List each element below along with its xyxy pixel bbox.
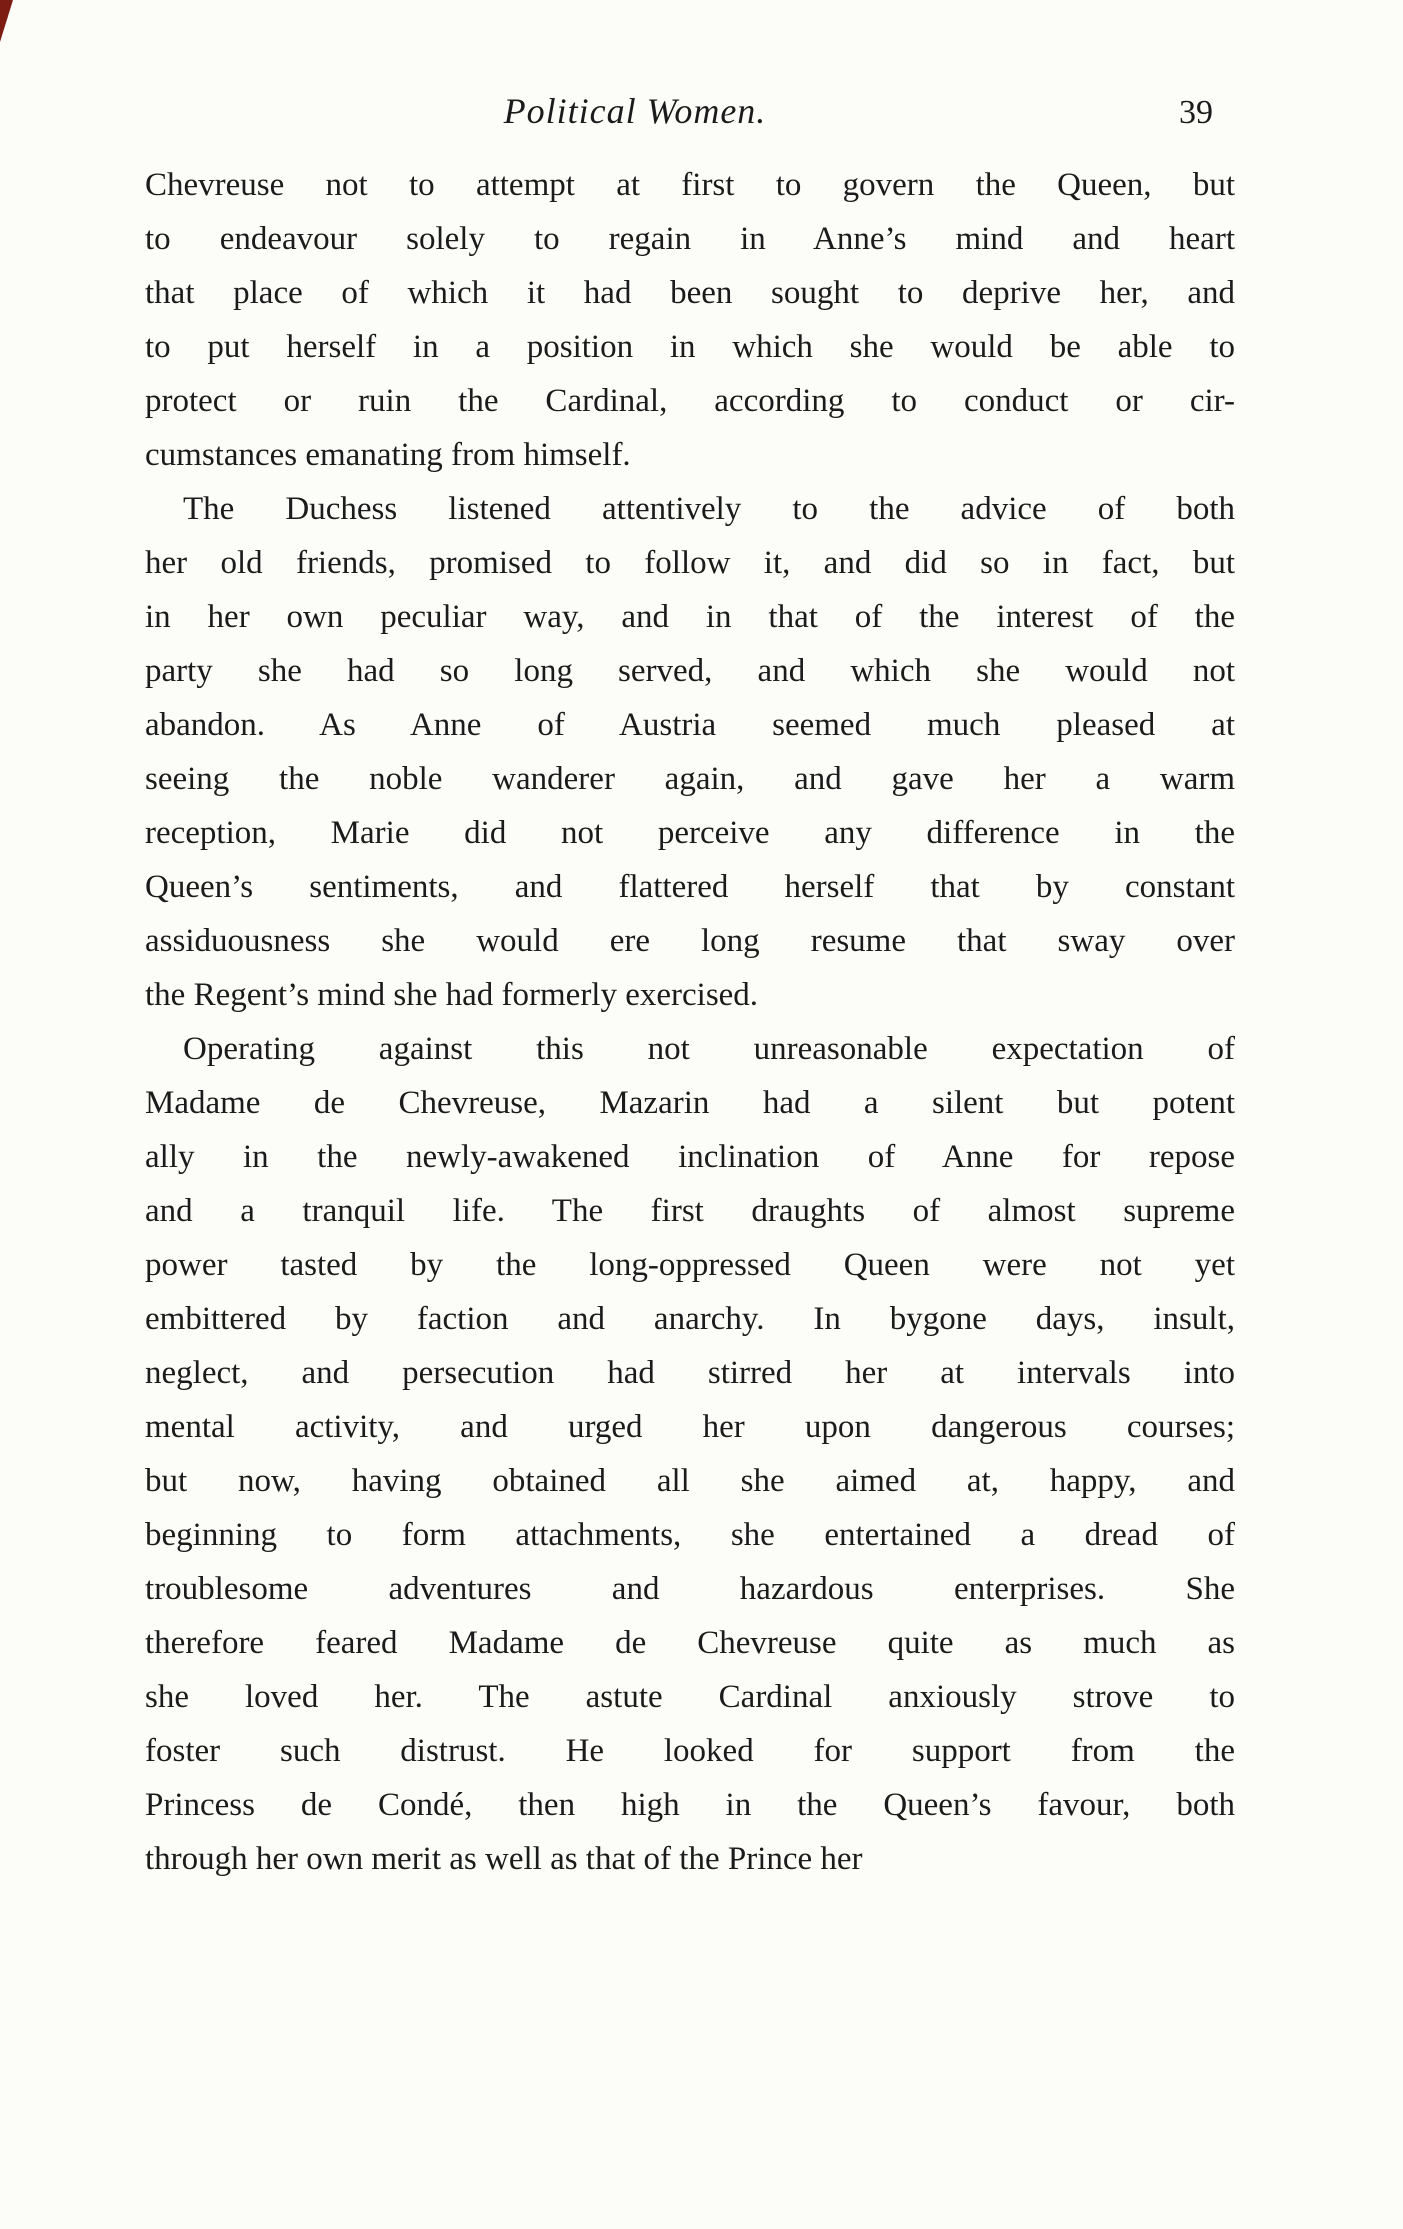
text-line: power tasted by the long-oppressed Queen were not yet [145, 1247, 1235, 1283]
paragraph [145, 158, 1235, 482]
text-line: The Duchess listened attentively to the advice of both [183, 491, 1235, 527]
scan-artifact [0, 0, 13, 42]
text-line: Queen’s sentiments, and flattered herself that by constant [145, 869, 1235, 905]
text-line: Operating against this not unreasonable expectation of [183, 1031, 1235, 1067]
text-line: troublesome adventures and hazardous enterprises. She [145, 1571, 1235, 1607]
text-line: neglect, and persecution had stirred her at intervals into [145, 1355, 1235, 1391]
text-line: Madame de Chevreuse, Mazarin had a silent but potent [145, 1085, 1235, 1121]
text-line: foster such distrust. He looked for support from the [145, 1733, 1235, 1769]
page-title: Political Women. [503, 91, 767, 131]
text-line: Chevreuse not to attempt at first to govern the Queen, but [145, 167, 1235, 203]
text-line: through her own merit as well as that of the Prince her [145, 1841, 863, 1877]
text-line: in her own peculiar way, and in that of the interest of the [145, 599, 1235, 635]
text-line: that place of which it had been sought to deprive her, and [145, 275, 1235, 311]
text-line: protect or ruin the Cardinal, according to conduct or cir- [145, 383, 1235, 419]
text-line: beginning to form attachments, she entertained a dread of [145, 1517, 1235, 1553]
page-header [145, 88, 1235, 134]
page-number: 39 [1179, 94, 1213, 131]
text-line: seeing the noble wanderer again, and gave her a warm [145, 761, 1235, 797]
text-line: reception, Marie did not perceive any difference in the [145, 815, 1235, 851]
paragraph [145, 1022, 1235, 1886]
text-line: she loved her. The astute Cardinal anxiously strove to [145, 1679, 1235, 1715]
text-line: assiduousness she would ere long resume that sway over [145, 923, 1235, 959]
text-line: to put herself in a position in which she would be able to [145, 329, 1235, 365]
text-line: ally in the newly-awakened inclination of Anne for repose [145, 1139, 1235, 1175]
text-line: cumstances emanating from himself. [145, 437, 631, 473]
paragraph [145, 482, 1235, 1022]
text-line: therefore feared Madame de Chevreuse quite as much as [145, 1625, 1235, 1661]
text-line: and a tranquil life. The first draughts of almost supreme [145, 1193, 1235, 1229]
text-line: mental activity, and urged her upon dangerous courses; [145, 1409, 1235, 1445]
text-line: party she had so long served, and which she would not [145, 653, 1235, 689]
text-line: to endeavour solely to regain in Anne’s mind and heart [145, 221, 1235, 257]
text-line: but now, having obtained all she aimed at, happy, and [145, 1463, 1235, 1499]
text-line: embittered by faction and anarchy. In bygone days, insult, [145, 1301, 1235, 1337]
text-block [145, 158, 1235, 1886]
text-line: Princess de Condé, then high in the Queen’s favour, both [145, 1787, 1235, 1823]
text-line: the Regent’s mind she had formerly exercised. [145, 977, 759, 1013]
text-line: abandon. As Anne of Austria seemed much pleased at [145, 707, 1235, 743]
text-line: her old friends, promised to follow it, and did so in fact, but [145, 545, 1235, 581]
